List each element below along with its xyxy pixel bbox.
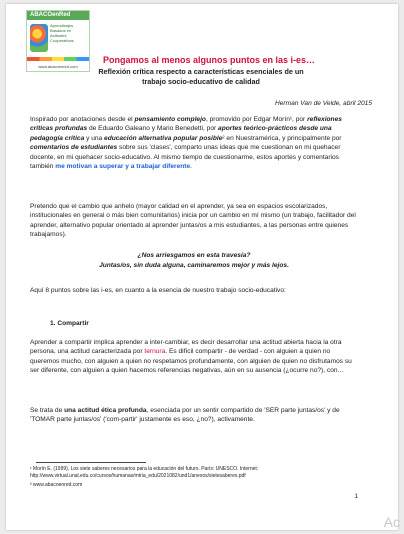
footnote-2: ² www.abacoenred.com	[30, 482, 83, 488]
paragraph-1: Inspirado por anotaciones desde el pensamiento complejo, promovido por Edgar Morín¹, por reflexiones críticas profundas de Eduardo Galeano y Mario Benedetti, por aportes teórico-prácticos desde una pedagogía crítica y una educación alternativa popular posible² en Nuestramérica, y principalmente por comentarios de estudiantes sobre sus 'clases', comparto unas ideas que me cuestionan en mi quehacer docente, en mi quehacer socio-educativo. Al mismo tiempo de cuestionarme, estos aportes y comentarios también me motivan a superar y a trabajar diferente.	[30, 116, 342, 171]
section-heading-compartir: 1. Compartir	[50, 320, 89, 327]
logo-tagline: Aprendizajes Basados en Actitudes Cooperativas	[50, 23, 74, 43]
document-subtitle: Reflexión crítica respecto a características esenciales de un trabajo socio-educativo de calidad	[98, 67, 304, 87]
logo-color-strip	[27, 57, 89, 61]
highlight-motivation: me motivan a superar y a trabajar diferente	[55, 163, 191, 171]
highlight-ternura: ternura	[144, 348, 166, 356]
page-number: 1	[354, 493, 358, 500]
paragraph-2: Pretendo que el cambio que anhelo (mayor calidad en el aprender, ya sea en espacios escolarizados, institucionales en general o más bien comunitarios) inicia por un cambio en mí mismo (un trabajo, facilitador del aprender, alternativo popular orientado al aprender juntas/os a mis estudiantes, a las personas entre quienes trabajamos).	[30, 203, 356, 239]
answer-line: Juntas/os, sin duda alguna, caminaremos mejor y más lejos.	[99, 262, 289, 269]
logo-globe-icon	[30, 24, 48, 52]
paragraph-3: Aquí 8 puntos sobre las i-es, en cuanto a la esencia de nuestro trabajo socio-educativo:	[30, 287, 286, 294]
logo-brand: ABACOenRed	[27, 11, 89, 20]
document-author: Herman Van de Velde, abril 2015	[274, 100, 372, 107]
question-line: ¿Nos arriesgamos en esta travesía?	[137, 252, 251, 259]
footnote-divider	[36, 462, 146, 463]
paragraph-5: Se trata de una actitud ética profunda, esenciada por un sentir compartido de 'SER parte juntas/os' y de 'TOMAR parte juntas/os' ('com-partir' justamente es eso, ¿no?), activamente.	[30, 407, 340, 424]
paragraph-4: Aprender a compartir implica aprender a inter-cambiar, es decir desarrollar una actitud abierta hacia la otra persona, una actitud caracterizada por ternura. Es difícil compartir - de verdad - con alguien a quien no queremos mucho, con alguien a quien no respetamos profundamente, con alguien de quien no disfrutamos su ser diferente, con alguien a quien hacemos referencias negativas, aún en su ausencia (¿ocurre no?), con…	[30, 339, 352, 375]
document-title: Pongamos al menos algunos puntos en las i-es…	[102, 55, 316, 65]
footnote-1: ¹ Morín E. (1999), Los siete saberes necesarios para la educación del futuro. París: UNESCO. Internet: http://www.virtual.unal.edu.co/cursos/humanas/mtria_edu/2021082/und1/anexos/sietesaberes.pdf	[30, 466, 259, 479]
document-page	[6, 4, 398, 530]
logo-url: www.abacoenred.com	[38, 64, 78, 69]
abacoenred-logo	[26, 10, 90, 72]
watermark-text: Ac	[383, 514, 400, 530]
